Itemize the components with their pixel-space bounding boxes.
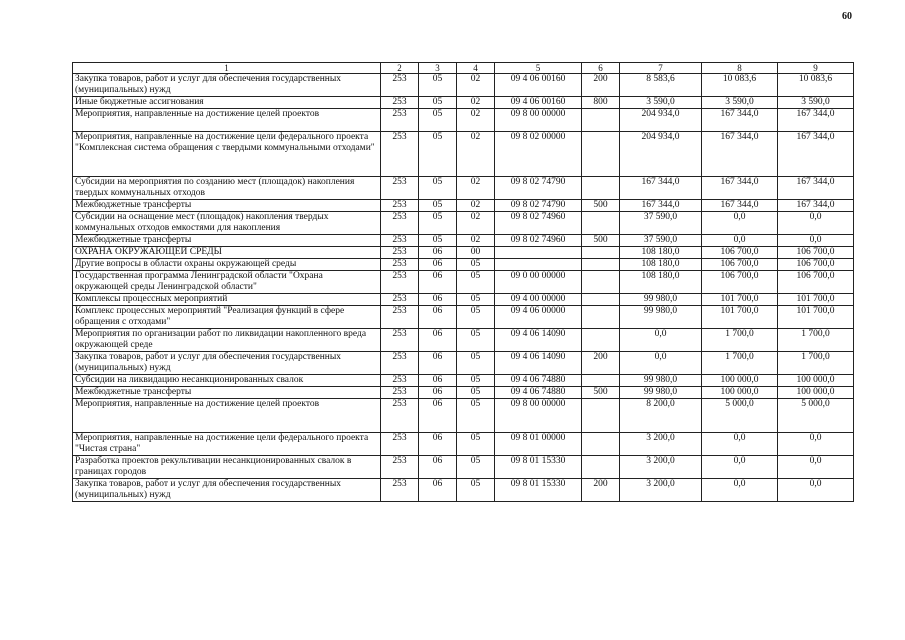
amount-year-3-cell: 100 000,0: [778, 375, 854, 387]
amount-year-2-cell: 106 700,0: [702, 259, 778, 271]
target-article-cell: 09 8 02 74960: [495, 212, 582, 235]
subsection-code-cell: 05: [457, 387, 495, 399]
expense-type-cell: 500: [582, 235, 620, 247]
chapter-code-cell: 05: [419, 97, 457, 109]
row-name-cell: Комплекс процессных мероприятий "Реализация функций в сфере обращения с отходами": [73, 306, 381, 329]
amount-year-2-cell: 167 344,0: [702, 109, 778, 132]
target-article-cell: 09 8 02 00000: [495, 132, 582, 177]
target-article-cell: 09 4 06 14090: [495, 329, 582, 352]
section-code-cell: 253: [381, 235, 419, 247]
row-name-cell: Разработка проектов рекультивации несанкционированных свалок в границах городов: [73, 456, 381, 479]
subsection-code-cell: 00: [457, 247, 495, 259]
subsection-code-cell: 05: [457, 294, 495, 306]
table-row: [73, 200, 854, 212]
amount-year-1-cell: 99 980,0: [620, 306, 702, 329]
target-article-cell: 09 4 06 74880: [495, 387, 582, 399]
row-name-cell: Другие вопросы в области охраны окружающей среды: [73, 259, 381, 271]
amount-year-3-cell: 3 590,0: [778, 97, 854, 109]
chapter-code-cell: 06: [419, 387, 457, 399]
amount-year-2-cell: 167 344,0: [702, 177, 778, 200]
target-article-cell: 09 8 02 74790: [495, 177, 582, 200]
table-row: [73, 235, 854, 247]
amount-year-1-cell: 8 200,0: [620, 399, 702, 433]
amount-year-2-cell: 167 344,0: [702, 200, 778, 212]
target-article-cell: 09 8 00 00000: [495, 109, 582, 132]
amount-year-1-cell: 167 344,0: [620, 177, 702, 200]
subsection-code-cell: 02: [457, 235, 495, 247]
amount-year-1-cell: 99 980,0: [620, 294, 702, 306]
target-article-cell: 09 4 06 00000: [495, 306, 582, 329]
amount-year-3-cell: 1 700,0: [778, 352, 854, 375]
column-header: 4: [457, 63, 495, 74]
table-row: [73, 97, 854, 109]
expense-type-cell: [582, 247, 620, 259]
table-row: [73, 329, 854, 352]
section-code-cell: 253: [381, 352, 419, 375]
amount-year-1-cell: 204 934,0: [620, 132, 702, 177]
expense-type-cell: [582, 399, 620, 433]
amount-year-2-cell: 106 700,0: [702, 271, 778, 294]
subsection-code-cell: 05: [457, 433, 495, 456]
subsection-code-cell: 02: [457, 97, 495, 109]
amount-year-2-cell: 0,0: [702, 479, 778, 502]
column-header: 6: [582, 63, 620, 74]
expense-type-cell: [582, 294, 620, 306]
section-code-cell: 253: [381, 387, 419, 399]
target-article-cell: 09 4 06 14090: [495, 352, 582, 375]
expense-type-cell: [582, 132, 620, 177]
chapter-code-cell: 06: [419, 479, 457, 502]
subsection-code-cell: 05: [457, 329, 495, 352]
amount-year-2-cell: 1 700,0: [702, 352, 778, 375]
amount-year-3-cell: 5 000,0: [778, 399, 854, 433]
subsection-code-cell: 05: [457, 259, 495, 271]
chapter-code-cell: 06: [419, 399, 457, 433]
subsection-code-cell: 05: [457, 479, 495, 502]
amount-year-3-cell: 0,0: [778, 479, 854, 502]
column-header: 2: [381, 63, 419, 74]
row-name-cell: Комплексы процессных мероприятий: [73, 294, 381, 306]
row-name-cell: Государственная программа Ленинградской области "Охрана окружающей среды Ленинградской области": [73, 271, 381, 294]
expense-type-cell: [582, 329, 620, 352]
amount-year-2-cell: 0,0: [702, 212, 778, 235]
chapter-code-cell: 06: [419, 456, 457, 479]
table-row: [73, 294, 854, 306]
amount-year-1-cell: 3 200,0: [620, 456, 702, 479]
amount-year-2-cell: 0,0: [702, 235, 778, 247]
table-row: [73, 271, 854, 294]
table-body: [73, 74, 854, 502]
column-header: 1: [73, 63, 381, 74]
row-name-cell: Межбюджетные трансферты: [73, 387, 381, 399]
row-name-cell: Межбюджетные трансферты: [73, 235, 381, 247]
section-code-cell: 253: [381, 306, 419, 329]
column-header: 9: [778, 63, 854, 74]
chapter-code-cell: 06: [419, 271, 457, 294]
amount-year-2-cell: 167 344,0: [702, 132, 778, 177]
section-code-cell: 253: [381, 212, 419, 235]
table-row: [73, 387, 854, 399]
amount-year-3-cell: 106 700,0: [778, 271, 854, 294]
row-name-cell: Иные бюджетные ассигнования: [73, 97, 381, 109]
amount-year-1-cell: 3 590,0: [620, 97, 702, 109]
section-code-cell: 253: [381, 177, 419, 200]
chapter-code-cell: 05: [419, 132, 457, 177]
amount-year-2-cell: 3 590,0: [702, 97, 778, 109]
amount-year-1-cell: 3 200,0: [620, 433, 702, 456]
expense-type-cell: 800: [582, 97, 620, 109]
expense-type-cell: [582, 271, 620, 294]
section-code-cell: 253: [381, 375, 419, 387]
table-row: [73, 306, 854, 329]
table-row: [73, 352, 854, 375]
chapter-code-cell: 05: [419, 212, 457, 235]
section-code-cell: 253: [381, 399, 419, 433]
amount-year-2-cell: 106 700,0: [702, 247, 778, 259]
expense-type-cell: 500: [582, 387, 620, 399]
table-row: [73, 433, 854, 456]
chapter-code-cell: 06: [419, 352, 457, 375]
amount-year-3-cell: 0,0: [778, 235, 854, 247]
amount-year-2-cell: 10 083,6: [702, 74, 778, 97]
table-row: [73, 259, 854, 271]
chapter-code-cell: 06: [419, 375, 457, 387]
table-row: [73, 247, 854, 259]
amount-year-3-cell: 1 700,0: [778, 329, 854, 352]
amount-year-1-cell: 167 344,0: [620, 200, 702, 212]
target-article-cell: 09 4 06 74880: [495, 375, 582, 387]
row-name-cell: Субсидии на ликвидацию несанкционированных свалок: [73, 375, 381, 387]
amount-year-1-cell: 3 200,0: [620, 479, 702, 502]
table-row: [73, 109, 854, 132]
amount-year-3-cell: 100 000,0: [778, 387, 854, 399]
expense-type-cell: [582, 306, 620, 329]
row-name-cell: Закупка товаров, работ и услуг для обеспечения государственных (муниципальных) нужд: [73, 352, 381, 375]
expense-type-cell: 500: [582, 200, 620, 212]
section-code-cell: 253: [381, 109, 419, 132]
section-code-cell: 253: [381, 294, 419, 306]
section-code-cell: 253: [381, 259, 419, 271]
amount-year-1-cell: 204 934,0: [620, 109, 702, 132]
section-code-cell: 253: [381, 200, 419, 212]
column-header: 3: [419, 63, 457, 74]
subsection-code-cell: 02: [457, 132, 495, 177]
expense-type-cell: [582, 375, 620, 387]
amount-year-1-cell: 0,0: [620, 352, 702, 375]
subsection-code-cell: 05: [457, 352, 495, 375]
amount-year-3-cell: 106 700,0: [778, 247, 854, 259]
row-name-cell: Межбюджетные трансферты: [73, 200, 381, 212]
chapter-code-cell: 06: [419, 433, 457, 456]
section-code-cell: 253: [381, 271, 419, 294]
amount-year-3-cell: 10 083,6: [778, 74, 854, 97]
chapter-code-cell: 06: [419, 329, 457, 352]
table-row: [73, 399, 854, 433]
subsection-code-cell: 02: [457, 74, 495, 97]
amount-year-1-cell: 0,0: [620, 329, 702, 352]
target-article-cell: 09 8 01 15330: [495, 456, 582, 479]
amount-year-3-cell: 101 700,0: [778, 306, 854, 329]
chapter-code-cell: 05: [419, 74, 457, 97]
table-row: [73, 212, 854, 235]
row-name-cell: Мероприятия, направленные на достижение целей проектов: [73, 109, 381, 132]
section-code-cell: 253: [381, 329, 419, 352]
amount-year-2-cell: 101 700,0: [702, 294, 778, 306]
amount-year-2-cell: 0,0: [702, 456, 778, 479]
column-header-row: [73, 63, 854, 74]
chapter-code-cell: 05: [419, 177, 457, 200]
amount-year-3-cell: 167 344,0: [778, 132, 854, 177]
section-code-cell: 253: [381, 74, 419, 97]
amount-year-3-cell: 106 700,0: [778, 259, 854, 271]
section-code-cell: 253: [381, 479, 419, 502]
amount-year-2-cell: 0,0: [702, 433, 778, 456]
amount-year-1-cell: 37 590,0: [620, 235, 702, 247]
target-article-cell: 09 8 01 00000: [495, 433, 582, 456]
table-row: [73, 375, 854, 387]
amount-year-1-cell: 99 980,0: [620, 375, 702, 387]
row-name-cell: Закупка товаров, работ и услуг для обеспечения государственных (муниципальных) нужд: [73, 74, 381, 97]
row-name-cell: Закупка товаров, работ и услуг для обеспечения государственных (муниципальных) нужд: [73, 479, 381, 502]
subsection-code-cell: 02: [457, 212, 495, 235]
row-name-cell: Мероприятия, направленные на достижение цели федерального проекта "Чистая страна": [73, 433, 381, 456]
expense-type-cell: 200: [582, 352, 620, 375]
amount-year-2-cell: 100 000,0: [702, 387, 778, 399]
section-code-cell: 253: [381, 433, 419, 456]
target-article-cell: 09 8 02 74960: [495, 235, 582, 247]
column-header: 7: [620, 63, 702, 74]
amount-year-1-cell: 108 180,0: [620, 247, 702, 259]
chapter-code-cell: 06: [419, 306, 457, 329]
target-article-cell: 09 8 00 00000: [495, 399, 582, 433]
amount-year-2-cell: 1 700,0: [702, 329, 778, 352]
chapter-code-cell: 06: [419, 294, 457, 306]
amount-year-2-cell: 5 000,0: [702, 399, 778, 433]
subsection-code-cell: 05: [457, 456, 495, 479]
amount-year-2-cell: 101 700,0: [702, 306, 778, 329]
table-row: [73, 132, 854, 177]
amount-year-1-cell: 99 980,0: [620, 387, 702, 399]
column-header: 8: [702, 63, 778, 74]
subsection-code-cell: 05: [457, 271, 495, 294]
section-code-cell: 253: [381, 456, 419, 479]
subsection-code-cell: 02: [457, 109, 495, 132]
subsection-code-cell: 02: [457, 200, 495, 212]
amount-year-3-cell: 167 344,0: [778, 200, 854, 212]
expense-type-cell: [582, 212, 620, 235]
amount-year-3-cell: 167 344,0: [778, 177, 854, 200]
section-code-cell: 253: [381, 97, 419, 109]
row-name-cell: Субсидии на мероприятия по созданию мест (площадок) накопления твердых коммунальных отходов: [73, 177, 381, 200]
amount-year-2-cell: 100 000,0: [702, 375, 778, 387]
amount-year-3-cell: 0,0: [778, 456, 854, 479]
target-article-cell: 09 4 00 00000: [495, 294, 582, 306]
amount-year-3-cell: 0,0: [778, 433, 854, 456]
table-row: [73, 177, 854, 200]
expense-type-cell: 200: [582, 74, 620, 97]
amount-year-3-cell: 0,0: [778, 212, 854, 235]
row-name-cell: Мероприятия, направленные на достижение целей проектов: [73, 399, 381, 433]
amount-year-1-cell: 8 583,6: [620, 74, 702, 97]
row-name-cell: Мероприятия, направленные на достижение цели федерального проекта "Комплексная система обращения с твердыми коммунальными отходами": [73, 132, 381, 177]
expense-type-cell: [582, 177, 620, 200]
budget-table: [72, 62, 854, 502]
table-row: [73, 479, 854, 502]
chapter-code-cell: 05: [419, 200, 457, 212]
expense-type-cell: [582, 433, 620, 456]
amount-year-1-cell: 108 180,0: [620, 259, 702, 271]
table-row: [73, 456, 854, 479]
subsection-code-cell: 05: [457, 306, 495, 329]
subsection-code-cell: 02: [457, 177, 495, 200]
subsection-code-cell: 05: [457, 399, 495, 433]
page-number: 60: [842, 11, 852, 22]
amount-year-3-cell: 101 700,0: [778, 294, 854, 306]
expense-type-cell: 200: [582, 479, 620, 502]
row-name-cell: ОХРАНА ОКРУЖАЮЩЕЙ СРЕДЫ: [73, 247, 381, 259]
target-article-cell: 09 0 00 00000: [495, 271, 582, 294]
chapter-code-cell: 06: [419, 259, 457, 271]
chapter-code-cell: 05: [419, 109, 457, 132]
section-code-cell: 253: [381, 247, 419, 259]
expense-type-cell: [582, 456, 620, 479]
target-article-cell: 09 8 01 15330: [495, 479, 582, 502]
target-article-cell: [495, 247, 582, 259]
amount-year-1-cell: 108 180,0: [620, 271, 702, 294]
target-article-cell: 09 8 02 74790: [495, 200, 582, 212]
chapter-code-cell: 06: [419, 247, 457, 259]
amount-year-3-cell: 167 344,0: [778, 109, 854, 132]
expense-type-cell: [582, 259, 620, 271]
row-name-cell: Субсидии на оснащение мест (площадок) накопления твердых коммунальных отходов емкостями для накопления: [73, 212, 381, 235]
target-article-cell: [495, 259, 582, 271]
row-name-cell: Мероприятия по организации работ по ликвидации накопленного вреда окружающей среде: [73, 329, 381, 352]
amount-year-1-cell: 37 590,0: [620, 212, 702, 235]
section-code-cell: 253: [381, 132, 419, 177]
subsection-code-cell: 05: [457, 375, 495, 387]
target-article-cell: 09 4 06 00160: [495, 97, 582, 109]
column-header: 5: [495, 63, 582, 74]
table-row: [73, 74, 854, 97]
target-article-cell: 09 4 06 00160: [495, 74, 582, 97]
expense-type-cell: [582, 109, 620, 132]
chapter-code-cell: 05: [419, 235, 457, 247]
